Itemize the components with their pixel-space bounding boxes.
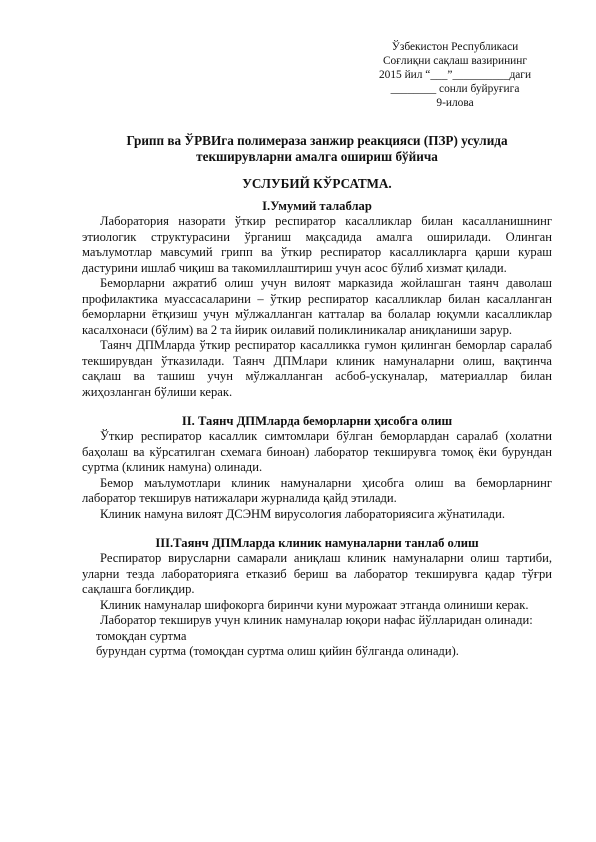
approval-line-4: ________ сонли буйруғига xyxy=(390,83,520,95)
list-item: бурундан суртма (томоқдан суртма олиш қийин бўлганда олинади). xyxy=(96,644,459,658)
approval-line-3: 2015 йил “___”__________даги xyxy=(378,69,532,81)
section-2-paragraph-2: Бемор маълумотлари клиник намуналарни ҳисобга олиш ва беморларнинг лаборатор текширув натижалари журналида қайд этилади. xyxy=(82,475,552,505)
section-1-paragraph-3: Таянч ДПМларда ўткир респиратор касалликка гумон қилинган беморлар саралаб текширувдан ўтказилади. Таянч ДПМлари клиник намуналарни олиш, вақтинча сақлаш ва ташиш учун мўлжалланган асбоб-ускуналар, материаллар билан жиҳозланган бўлиши керак. xyxy=(82,338,552,399)
approval-stamp xyxy=(360,40,550,110)
approval-line-1: Ўзбекистон Республикаси xyxy=(391,41,519,53)
list-item: томоқдан суртма xyxy=(96,628,187,643)
section-2-paragraph-1: Ўткир респиратор касаллик симтомлари бўлган беморлардан саралаб (холатни баҳолаш ва кўрсатилган схемага биноан) лаборатор текширувга томоқ ёки бурундан суртма (клиник намуна) олинади. xyxy=(82,429,552,474)
document-title xyxy=(82,133,552,165)
spacer xyxy=(82,522,552,536)
title-line-1: Грипп ва ЎРВИга полимераза занжир реакцияси (ПЗР) усулида xyxy=(126,133,508,148)
title-line-2: текширувларни амалга ошириш бўйича xyxy=(196,149,438,164)
section-3-paragraph-2: Клиник намуналар шифокорга биринчи куни мурожаат этганда олиниши керак. xyxy=(100,597,529,612)
section-3-paragraph-3: Лаборатор текширув учун клиник намуналар юқори нафас йўлларидан олинади: xyxy=(100,613,533,627)
section-3-heading: III.Таянч ДПМларда клиник намуналарни танлаб олиш xyxy=(155,536,479,550)
section-1-heading: I.Умумий талаблар xyxy=(262,199,372,213)
spacer xyxy=(82,400,552,414)
section-1-paragraph-1: Лаборатория назорати ўткир респиратор касалликлар билан касалланишнинг этиологик структурасини ўрганиш мақсадида амалга оширилади. Олинган маълумотлар мавсумий грипп ва ўткир респиратор касалликларга қарши кураш дастурини ишлаб чиқиш ва такомиллаштириш учун асос бўлиб хизмат қилади. xyxy=(82,214,552,275)
section-2-paragraph-3: Клиник намуна вилоят ДСЭНМ вирусология лабораториясига жўнатилади. xyxy=(100,506,505,521)
approval-line-2: Соғлиқни сақлаш вазирининг xyxy=(382,55,528,67)
approval-line-5: 9-илова xyxy=(436,97,474,109)
section-3-paragraph-1: Респиратор вирусларни самарали аниқлаш клиник намуналарни олиш тартиби, уларни тезда лабораторияга етказиб бериш ва лаборатор текширувга қадар тўғри сақлашга боғлиқдир. xyxy=(82,551,552,596)
section-1-paragraph-2: Беморларни ажратиб олиш учун вилоят марказида жойлашган таянч даволаш профилактика муассасаларини – ўткир респиратор касалликлар билан касалланган беморларни ётқизиш учун мўлжалланган катталар ва болалар юқумли касалликлар касалхонаси (бўлим) ва 2 та йирик оилавий поликлиникалар аниқланиши зарур. xyxy=(82,276,552,337)
document-body xyxy=(82,199,552,660)
document-type: УСЛУБИЙ КЎРСАТМА. xyxy=(242,176,392,191)
section-2-heading: II. Таянч ДПМларда беморларни ҳисобга олиш xyxy=(181,414,453,428)
